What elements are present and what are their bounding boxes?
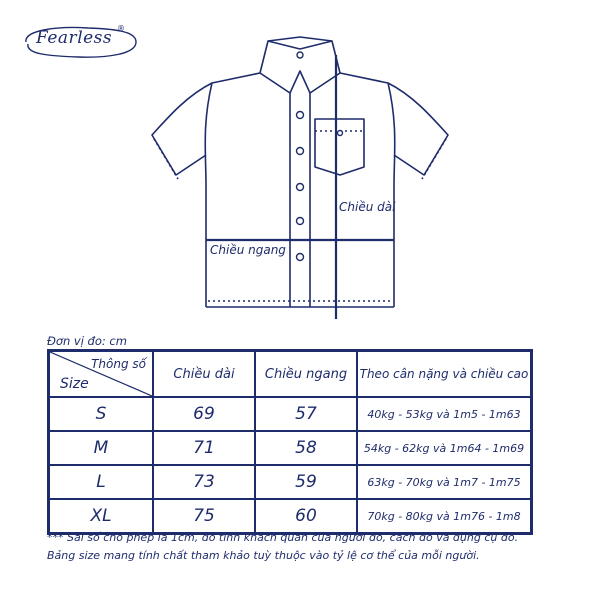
cell-fit: 54kg - 62kg và 1m64 - 1m69 xyxy=(357,431,531,465)
table-row xyxy=(49,397,531,431)
cell-width: 60 xyxy=(255,499,357,533)
cell-length: 69 xyxy=(153,397,255,431)
header-length: Chiều dài xyxy=(153,351,255,397)
corner-cell xyxy=(49,351,153,397)
table-row xyxy=(49,431,531,465)
length-label: Chiều dài xyxy=(339,200,396,214)
corner-bottom-label: Size xyxy=(60,376,89,392)
header-width: Chiều ngang xyxy=(255,351,357,397)
cell-fit: 70kg - 80kg và 1m76 - 1m8 xyxy=(357,499,531,533)
unit-note: Đơn vị đo: cm xyxy=(47,334,127,348)
cell-fit: 63kg - 70kg và 1m7 - 1m75 xyxy=(357,465,531,499)
cell-width: 57 xyxy=(255,397,357,431)
cell-width: 59 xyxy=(255,465,357,499)
size-table xyxy=(47,349,533,535)
corner-top-label: Thông số xyxy=(91,357,146,371)
cell-size: M xyxy=(49,431,153,465)
cell-length: 71 xyxy=(153,431,255,465)
cell-size: XL xyxy=(49,499,153,533)
table-row xyxy=(49,499,531,533)
cell-size: L xyxy=(49,465,153,499)
registered-mark: ® xyxy=(117,24,125,33)
cell-length: 75 xyxy=(153,499,255,533)
note-tolerance: *** Sai số cho phép là 1cm, do tính khách quan của người đo, cách đo và dụng cụ đo. xyxy=(47,531,519,544)
cell-length: 73 xyxy=(153,465,255,499)
cell-fit: 40kg - 53kg và 1m5 - 1m63 xyxy=(357,397,531,431)
brand-name: Fearless xyxy=(36,28,113,48)
width-label: Chiều ngang xyxy=(210,243,286,257)
cell-width: 58 xyxy=(255,431,357,465)
note-reference: Bảng size mang tính chất tham khảo tuỳ thuộc vào tỷ lệ cơ thể của mỗi người. xyxy=(47,549,480,562)
table-row xyxy=(49,465,531,499)
table-header-row xyxy=(49,351,531,397)
cell-size: S xyxy=(49,397,153,431)
header-fit: Theo cân nặng và chiều cao xyxy=(357,351,531,397)
shirt-diagram xyxy=(140,35,460,320)
